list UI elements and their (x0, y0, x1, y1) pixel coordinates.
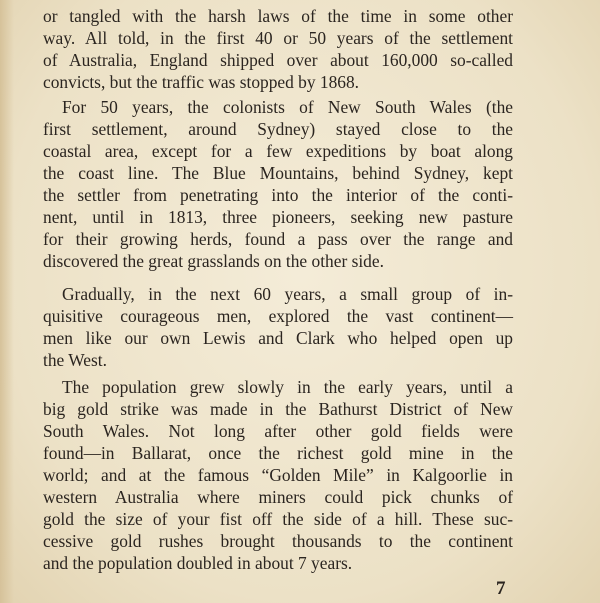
text-line: discovered the great grasslands on the other side. (43, 251, 384, 271)
text-line: cessive gold rushes brought thousands to the continent (43, 531, 513, 551)
text-line: first settlement, around Sydney) stayed close to the (43, 119, 513, 139)
text-line: found—in Ballarat, once the richest gold mine in the (43, 443, 513, 463)
text-line: nent, until in 1813, three pioneers, seeking new pasture (43, 207, 513, 227)
paragraph-start-line: The population grew slowly in the early years, until a (62, 377, 513, 397)
text-line: and the population doubled in about 7 years. (43, 553, 353, 573)
text-line: of Australia, England shipped over about 160,000 so-called (43, 50, 513, 70)
text-line: men like our own Lewis and Clark who helped open up (43, 328, 513, 348)
text-line: world; and at the famous “Golden Mile” in Kalgoorlie in (43, 465, 513, 485)
paragraph-start-line: For 50 years, the colonists of New South Wales (the (62, 97, 513, 117)
text-line: convicts, but the traffic was stopped by 1868. (43, 72, 360, 92)
text-line: gold the size of your fist off the side of a hill. These suc- (43, 509, 513, 529)
text-line: for their growing herds, found a pass over the range and (43, 229, 513, 249)
paragraph-start-line: Gradually, in the next 60 years, a small group of in- (62, 284, 513, 304)
text-line: or tangled with the harsh laws of the time in some other (43, 6, 513, 26)
text-line: western Australia where miners could pick chunks of (43, 487, 513, 507)
text-line: quisitive courageous men, explored the vast continent— (43, 306, 513, 326)
page-number: 7 (496, 578, 506, 599)
text-line: South Wales. Not long after other gold fields were (43, 421, 513, 441)
text-line: the coast line. The Blue Mountains, behind Sydney, kept (43, 163, 513, 183)
text-line: the West. (43, 350, 107, 370)
text-line: big gold strike was made in the Bathurst District of New (43, 399, 513, 419)
text-line: way. All told, in the first 40 or 50 years of the settlement (43, 28, 513, 48)
text-line: the settler from penetrating into the interior of the conti- (43, 185, 513, 205)
text-line: coastal area, except for a few expeditions by boat along (43, 141, 513, 161)
